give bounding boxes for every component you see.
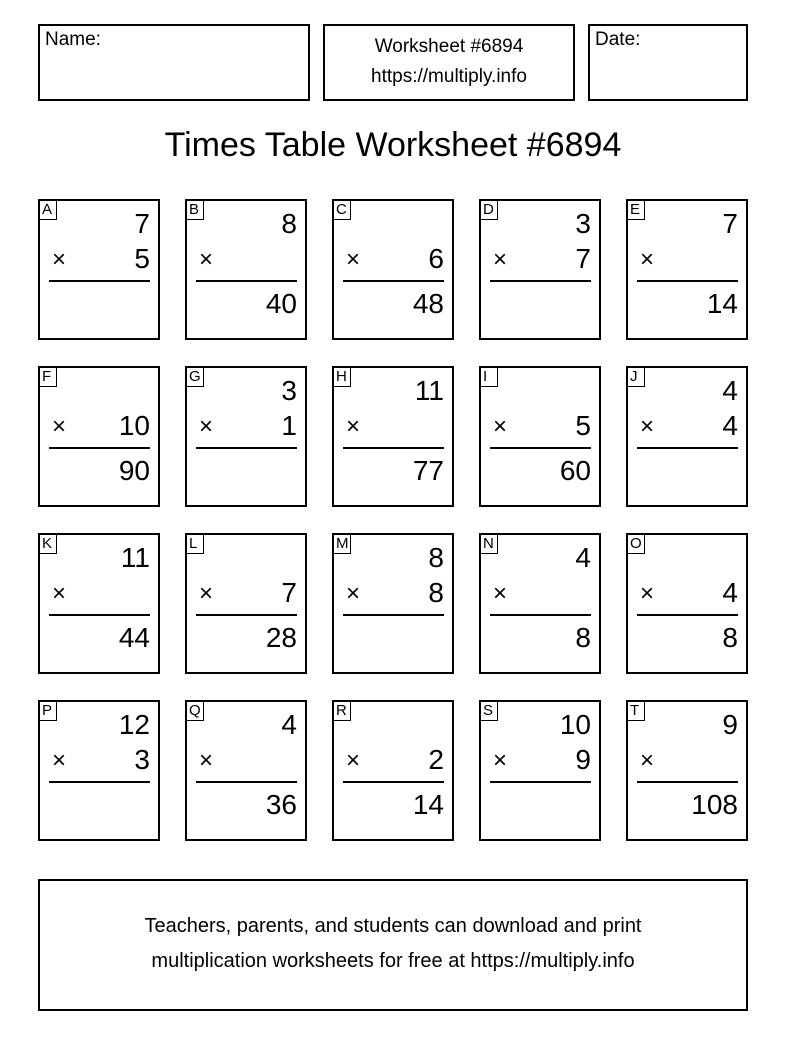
multiply-sign: × — [52, 413, 67, 440]
problem-bottom-number: 6 — [428, 243, 444, 274]
problem-top-number: 7 — [134, 208, 150, 239]
problem-top-number: 12 — [118, 709, 150, 740]
problem-letter: I — [480, 367, 498, 387]
problem-answer: 36 — [265, 789, 297, 820]
answer-line — [490, 614, 591, 616]
multiply-sign: × — [346, 413, 361, 440]
answer-line — [196, 781, 297, 783]
multiply-sign: × — [199, 580, 214, 607]
problem-bottom-number: 4 — [722, 577, 738, 608]
problem-answer: 60 — [559, 455, 591, 486]
problem-answer: 108 — [691, 789, 738, 820]
problem-letter: H — [333, 367, 351, 387]
page-title: Times Table Worksheet #6894 — [164, 126, 622, 164]
name-field-box — [38, 24, 310, 101]
problem-card — [332, 199, 454, 340]
problem-top-number: 10 — [559, 709, 591, 740]
problem-bottom-number: 10 — [118, 410, 150, 441]
answer-line — [343, 447, 444, 449]
multiply-sign: × — [640, 580, 655, 607]
problem-bottom-number: 5 — [134, 243, 150, 274]
problem-card — [479, 700, 601, 841]
multiply-sign: × — [199, 747, 214, 774]
problem-card — [479, 366, 601, 507]
problem-answer: 40 — [265, 288, 297, 319]
problem-bottom-number: 3 — [134, 744, 150, 775]
multiply-sign: × — [346, 747, 361, 774]
problem-answer: 28 — [265, 622, 297, 653]
multiply-sign: × — [346, 580, 361, 607]
answer-line — [490, 781, 591, 783]
answer-line — [49, 614, 150, 616]
multiply-sign: × — [493, 747, 508, 774]
footer-line-1: Teachers, parents, and students can download and print — [144, 915, 642, 937]
worksheet-url: https://multiply.info — [371, 66, 527, 87]
problem-letter: A — [39, 200, 57, 220]
problem-card — [185, 199, 307, 340]
problem-top-number: 8 — [428, 542, 444, 573]
problem-answer: 14 — [412, 789, 444, 820]
problem-letter: J — [627, 367, 645, 387]
multiply-sign: × — [493, 580, 508, 607]
date-label: Date: — [595, 29, 641, 50]
problem-letter: S — [480, 701, 498, 721]
problem-card — [185, 700, 307, 841]
worksheet-number: Worksheet #6894 — [374, 36, 524, 57]
problem-letter: O — [627, 534, 645, 554]
multiply-sign: × — [52, 747, 67, 774]
problem-top-number: 3 — [575, 208, 591, 239]
problem-card — [38, 366, 160, 507]
problem-card — [185, 366, 307, 507]
problem-letter: L — [186, 534, 204, 554]
problem-card — [479, 199, 601, 340]
multiply-sign: × — [52, 246, 67, 273]
problem-top-number: 3 — [281, 375, 297, 406]
problem-card — [626, 700, 748, 841]
problem-card — [332, 533, 454, 674]
problem-bottom-number: 1 — [281, 410, 297, 441]
answer-line — [196, 447, 297, 449]
problem-top-number: 4 — [722, 375, 738, 406]
problem-bottom-number: 7 — [575, 243, 591, 274]
problem-bottom-number: 7 — [281, 577, 297, 608]
problem-answer: 90 — [118, 455, 150, 486]
problem-card — [38, 700, 160, 841]
problem-letter: C — [333, 200, 351, 220]
answer-line — [196, 614, 297, 616]
problem-letter: G — [186, 367, 204, 387]
multiply-sign: × — [640, 246, 655, 273]
problem-letter: N — [480, 534, 498, 554]
problem-card — [626, 366, 748, 507]
answer-line — [196, 280, 297, 282]
problem-top-number: 8 — [281, 208, 297, 239]
problem-top-number: 11 — [414, 375, 444, 406]
problem-card — [332, 366, 454, 507]
multiply-sign: × — [493, 413, 508, 440]
problem-letter: Q — [186, 701, 204, 721]
problem-letter: P — [39, 701, 57, 721]
problem-answer: 8 — [575, 622, 591, 653]
problem-top-number: 4 — [575, 542, 591, 573]
problem-card — [626, 533, 748, 674]
problem-letter: M — [333, 534, 351, 554]
problem-card — [185, 533, 307, 674]
problem-letter: K — [39, 534, 57, 554]
problem-answer: 48 — [412, 288, 444, 319]
problem-card — [38, 199, 160, 340]
answer-line — [490, 447, 591, 449]
multiply-sign: × — [640, 747, 655, 774]
problem-letter: R — [333, 701, 351, 721]
multiply-sign: × — [640, 413, 655, 440]
answer-line — [49, 280, 150, 282]
multiply-sign: × — [52, 580, 67, 607]
multiply-sign: × — [199, 246, 214, 273]
problem-card — [38, 533, 160, 674]
problem-card — [332, 700, 454, 841]
problem-letter: T — [627, 701, 645, 721]
answer-line — [343, 781, 444, 783]
problem-answer: 77 — [412, 455, 444, 486]
problem-card — [479, 533, 601, 674]
name-label: Name: — [45, 29, 101, 50]
problem-answer: 8 — [722, 622, 738, 653]
problem-bottom-number: 8 — [428, 577, 444, 608]
problem-top-number: 9 — [722, 709, 738, 740]
answer-line — [637, 280, 738, 282]
answer-line — [490, 280, 591, 282]
multiply-sign: × — [199, 413, 214, 440]
answer-line — [343, 614, 444, 616]
answer-line — [49, 447, 150, 449]
answer-line — [637, 447, 738, 449]
worksheet-info-box — [323, 24, 575, 101]
footer-box — [38, 879, 748, 1011]
problem-letter: E — [627, 200, 645, 220]
problem-card — [626, 199, 748, 340]
problem-top-number: 4 — [281, 709, 297, 740]
problem-bottom-number: 4 — [722, 410, 738, 441]
answer-line — [637, 614, 738, 616]
problem-answer: 44 — [118, 622, 150, 653]
problem-bottom-number: 2 — [428, 744, 444, 775]
answer-line — [637, 781, 738, 783]
problem-letter: B — [186, 200, 204, 220]
problem-bottom-number: 5 — [575, 410, 591, 441]
problem-answer: 14 — [706, 288, 738, 319]
problem-top-number: 7 — [722, 208, 738, 239]
answer-line — [343, 280, 444, 282]
multiply-sign: × — [346, 246, 361, 273]
problem-top-number: 11 — [120, 542, 150, 573]
footer-line-2: multiplication worksheets for free at https://multiply.info — [151, 950, 635, 972]
problem-bottom-number: 9 — [575, 744, 591, 775]
problem-letter: D — [480, 200, 498, 220]
answer-line — [49, 781, 150, 783]
multiply-sign: × — [493, 246, 508, 273]
problem-letter: F — [39, 367, 57, 387]
date-field-box — [588, 24, 748, 101]
